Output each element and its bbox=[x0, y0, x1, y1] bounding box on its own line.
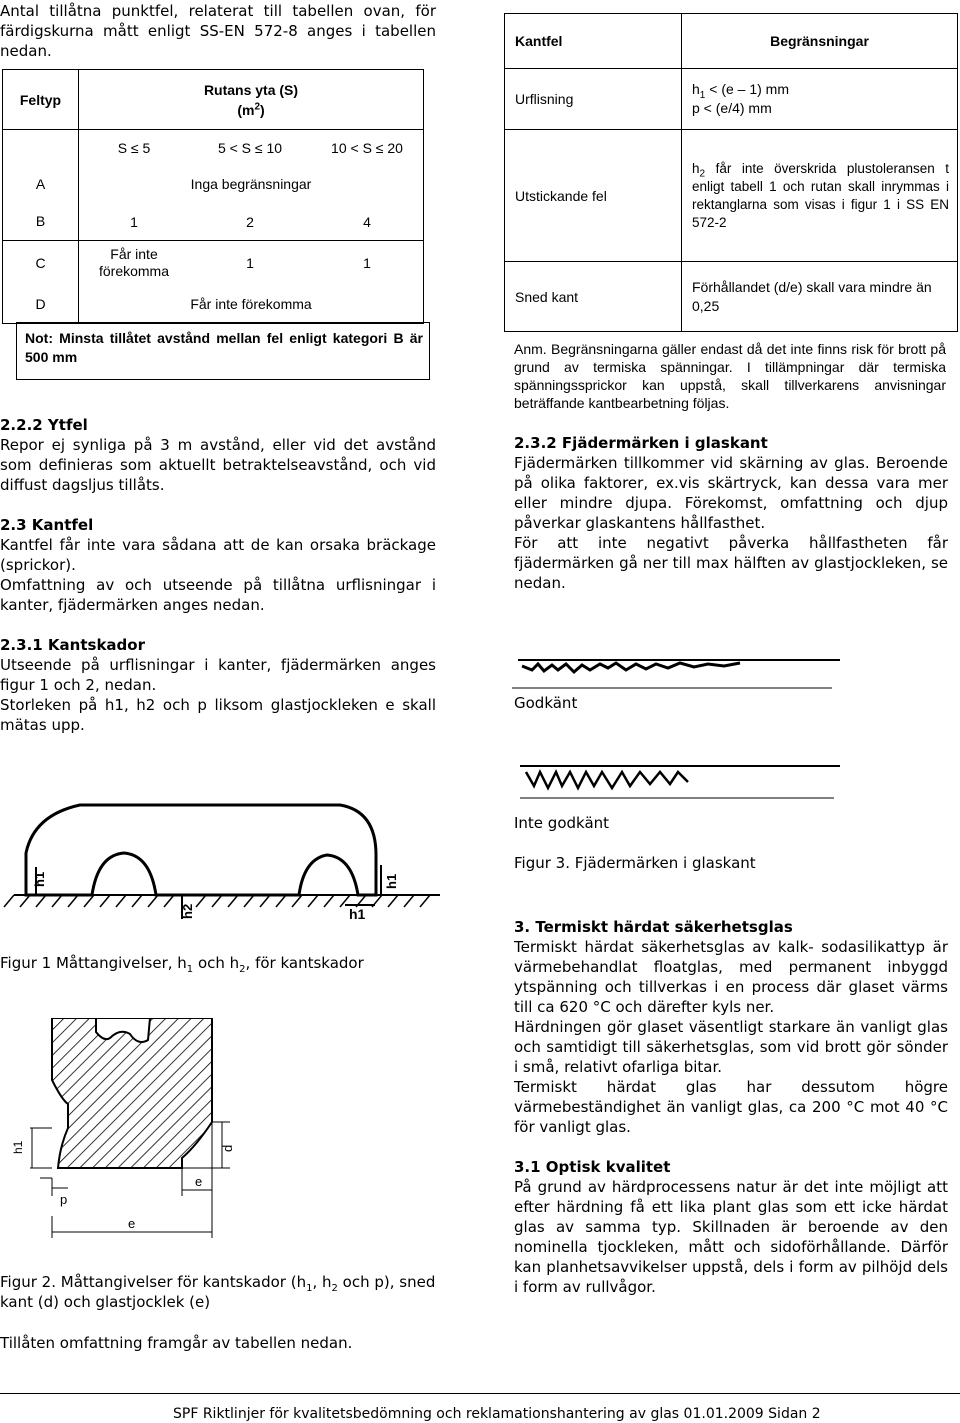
row-sned-kant-limits: Förhållandet (d/e) skall vara mindre än 0,25 bbox=[682, 262, 958, 332]
figure-2-label-e-top: e bbox=[195, 1174, 203, 1189]
figure-2-label-d: d bbox=[220, 1144, 235, 1152]
row-utstickande-limits: $h_2$ får inte överskrida plustoleransen t enligt tabell 1 och rutan skall inrymmas i rektanglarna som visas i figur 1 i SS EN 572-2 bbox=[682, 130, 958, 262]
note-box: Not: Minsta tillåtet avstånd mellan fel enligt kategori B är 500 mm bbox=[16, 322, 430, 380]
cell-values-cd bbox=[79, 241, 424, 324]
paragraph-termiskt-3: Termiskt härdat glas har dessutom högre värmebeständighet än vanligt glas, ca 200 °C mot 40 °C för vanligt glas. bbox=[514, 1078, 948, 1136]
label-godkant: Godkänt bbox=[514, 694, 578, 712]
figure-1-label-h1-right: h1 bbox=[384, 873, 399, 889]
row-utstickande-name: Utstickande fel bbox=[505, 130, 682, 262]
paragraph-kantskador-1: Utseende på urflisningar i kanter, fjädermärken anges figur 1 och 2, nedan. bbox=[0, 656, 436, 694]
urflisning-limit-h1: $h_1 < (e - 1)$ mm bbox=[692, 81, 789, 101]
figure-1-label-h1-mid: h1 bbox=[349, 906, 366, 922]
edge-defect-table bbox=[504, 13, 958, 332]
row-c-value-1a: Får inte bbox=[110, 246, 158, 262]
header-begransningar: Begränsningar bbox=[682, 14, 958, 69]
row-label-c: C bbox=[35, 255, 46, 271]
intro-paragraph: Antal tillåtna punktfel, relaterat till tabellen ovan, för färdigskurna mått enligt SS-EN 572-8 anges i tabellen nedan. bbox=[0, 2, 436, 60]
figure-2-caption: Figur 2. Måttangivelser för kantskador ($h_1$, $h_2$ och p), sned kant (d) och glastjocklek (e) bbox=[0, 1273, 436, 1311]
row-c-value-3: 1 bbox=[363, 255, 371, 271]
figure-1-edge-damage-drawing bbox=[0, 795, 440, 925]
figure-3-caption: Figur 3. Fjädermärken i glaskant bbox=[514, 854, 756, 872]
heading-2-3: 2.3 Kantfel bbox=[0, 516, 94, 534]
cell-rows-cd bbox=[3, 241, 79, 324]
header-feltyp: Feltyp bbox=[3, 70, 79, 130]
footer-text: SPF Riktlinjer för kvalitetsbedömning och reklamationshantering av glas 01.01.2009 Sidan 2 bbox=[173, 1406, 821, 1422]
anm-paragraph: Anm. Begränsningarna gäller endast då det inte finns risk för brott på grund av termiska spänningar. I tillämpningar där termiska spänningssprickor kan uppstå, skall tillverkarens anvisningar beträffande kantbearbetning följas. bbox=[514, 341, 946, 411]
urflisning-limit-p: p < (e/4) mm bbox=[692, 100, 772, 116]
figure-2-label-e-bottom: e bbox=[128, 1216, 136, 1231]
col-header-3: 10 < S ≤ 20 bbox=[331, 140, 403, 156]
row-urflisning-name: Urflisning bbox=[505, 69, 682, 130]
row-c-value-1 bbox=[79, 246, 189, 280]
heading-3: 3. Termiskt härdat säkerhetsglas bbox=[514, 918, 793, 936]
paragraph-kantskador-2: Storleken på h1, h2 och p liksom glastjockleken e skall mätas upp. bbox=[0, 696, 436, 734]
row-sned-kant-name: Sned kant bbox=[505, 262, 682, 332]
row-label-b: B bbox=[35, 213, 46, 229]
figure-2-label-p: p bbox=[60, 1192, 68, 1207]
row-b-value-3: 4 bbox=[363, 213, 371, 230]
row-label-a: A bbox=[35, 176, 46, 192]
footer-divider bbox=[0, 1393, 960, 1394]
paragraph-kantfel-1: Kantfel får inte vara sådana att de kan orsaka bräckage (sprickor). bbox=[0, 536, 436, 574]
paragraph-fjadermarken-1: Fjädermärken tillkommer vid skärning av glas. Beroende på olika faktorer, ex.vis skärtryck, kan dessa vara mer eller mindre djupa. Förekomst, omfattning och djup påverkar glaskantens hållfasthet. bbox=[514, 454, 948, 532]
figure-2-edge-profile-drawing bbox=[0, 1018, 300, 1258]
defect-count-table bbox=[2, 69, 424, 324]
header-unit-end: ) bbox=[260, 101, 265, 118]
paragraph-ytfel: Repor ej synliga på 3 m avstånd, eller vid det avstånd som definieras som aktuellt betraktelseavstånd, och vid diffust dagsljus tillåts. bbox=[0, 436, 436, 494]
heading-2-3-1: 2.3.1 Kantskador bbox=[0, 636, 145, 654]
paragraph-termiskt-2: Härdningen gör glaset väsentligt starkare än vanligt glas och samtidigt till säkerhetsglas, som vid brott gör sönder i små, relativt ofarliga bitar. bbox=[514, 1018, 948, 1076]
paragraph-kantfel-2: Omfattning av och utseende på tillåtna urflisningar i kanter, fjädermärken anges nedan. bbox=[0, 576, 436, 614]
heading-3-1: 3.1 Optisk kvalitet bbox=[514, 1158, 671, 1176]
row-b-value-1: 1 bbox=[130, 213, 138, 230]
paragraph-optisk-kvalitet: På grund av härdprocessens natur är det inte möjligt att efter härdning få ett lika plant glas som ett icke härdat glas av samma typ. Skillnaden är beroende av den nominella tjockleken, mått och sidoförhållande. Därför kan planhetsavvikelser uppstå, dels i form av pilhöjd dels i form av rullvågor. bbox=[514, 1178, 948, 1296]
heading-2-3-2: 2.3.2 Fjädermärken i glaskant bbox=[514, 434, 768, 452]
row-a-value: Inga begränsningar bbox=[190, 176, 312, 192]
figure-1-caption: Figur 1 Måttangivelser, $h_1$ och $h_2$, för kantskador bbox=[0, 954, 364, 975]
row-urflisning-limits bbox=[682, 69, 958, 130]
figure-3-approved-drawing bbox=[512, 652, 842, 692]
header-kantfel: Kantfel bbox=[505, 14, 682, 69]
paragraph-fjadermarken-2: För att inte negativt påverka hållfastheten får fjädermärken gå ner till max hälften av glastjockleken, se nedan. bbox=[514, 534, 948, 592]
header-rutans-yta bbox=[79, 70, 424, 130]
col-header-1: S ≤ 5 bbox=[117, 140, 151, 156]
figure-1-label-h1-left: h1 bbox=[32, 871, 47, 887]
header-unit-sup: 2 bbox=[254, 100, 260, 112]
closing-paragraph: Tillåten omfattning framgår av tabellen nedan. bbox=[0, 1334, 353, 1352]
figure-3-not-approved-drawing bbox=[512, 760, 842, 802]
figure-2-label-h1: h1 bbox=[11, 1140, 25, 1154]
label-inte-godkant: Inte godkänt bbox=[514, 814, 610, 832]
header-rutans-text: Rutans yta (S) bbox=[203, 81, 299, 98]
row-c-value-2: 1 bbox=[246, 255, 254, 271]
cell-values-ab bbox=[79, 130, 424, 241]
paragraph-termiskt-1: Termiskt härdat säkerhetsglas av kalk- sodasilikattyp är värmebehandlat floatglas, med permanent inbyggd ytspänning och tillverkas i en process där glaset värms till ca 620 °C och därefter kyls ner. bbox=[514, 938, 948, 1016]
header-unit: (m bbox=[237, 101, 255, 118]
row-c-value-1b: förekomma bbox=[98, 263, 170, 279]
row-label-d: D bbox=[35, 296, 46, 312]
cell-rows-ab bbox=[3, 130, 79, 241]
row-b-value-2: 2 bbox=[246, 213, 254, 230]
col-header-2: 5 < S ≤ 10 bbox=[217, 140, 283, 156]
figure-1-label-h2: h2 bbox=[180, 903, 195, 919]
heading-2-2-2: 2.2.2 Ytfel bbox=[0, 416, 88, 434]
row-d-value: Får inte förekomma bbox=[190, 296, 312, 312]
